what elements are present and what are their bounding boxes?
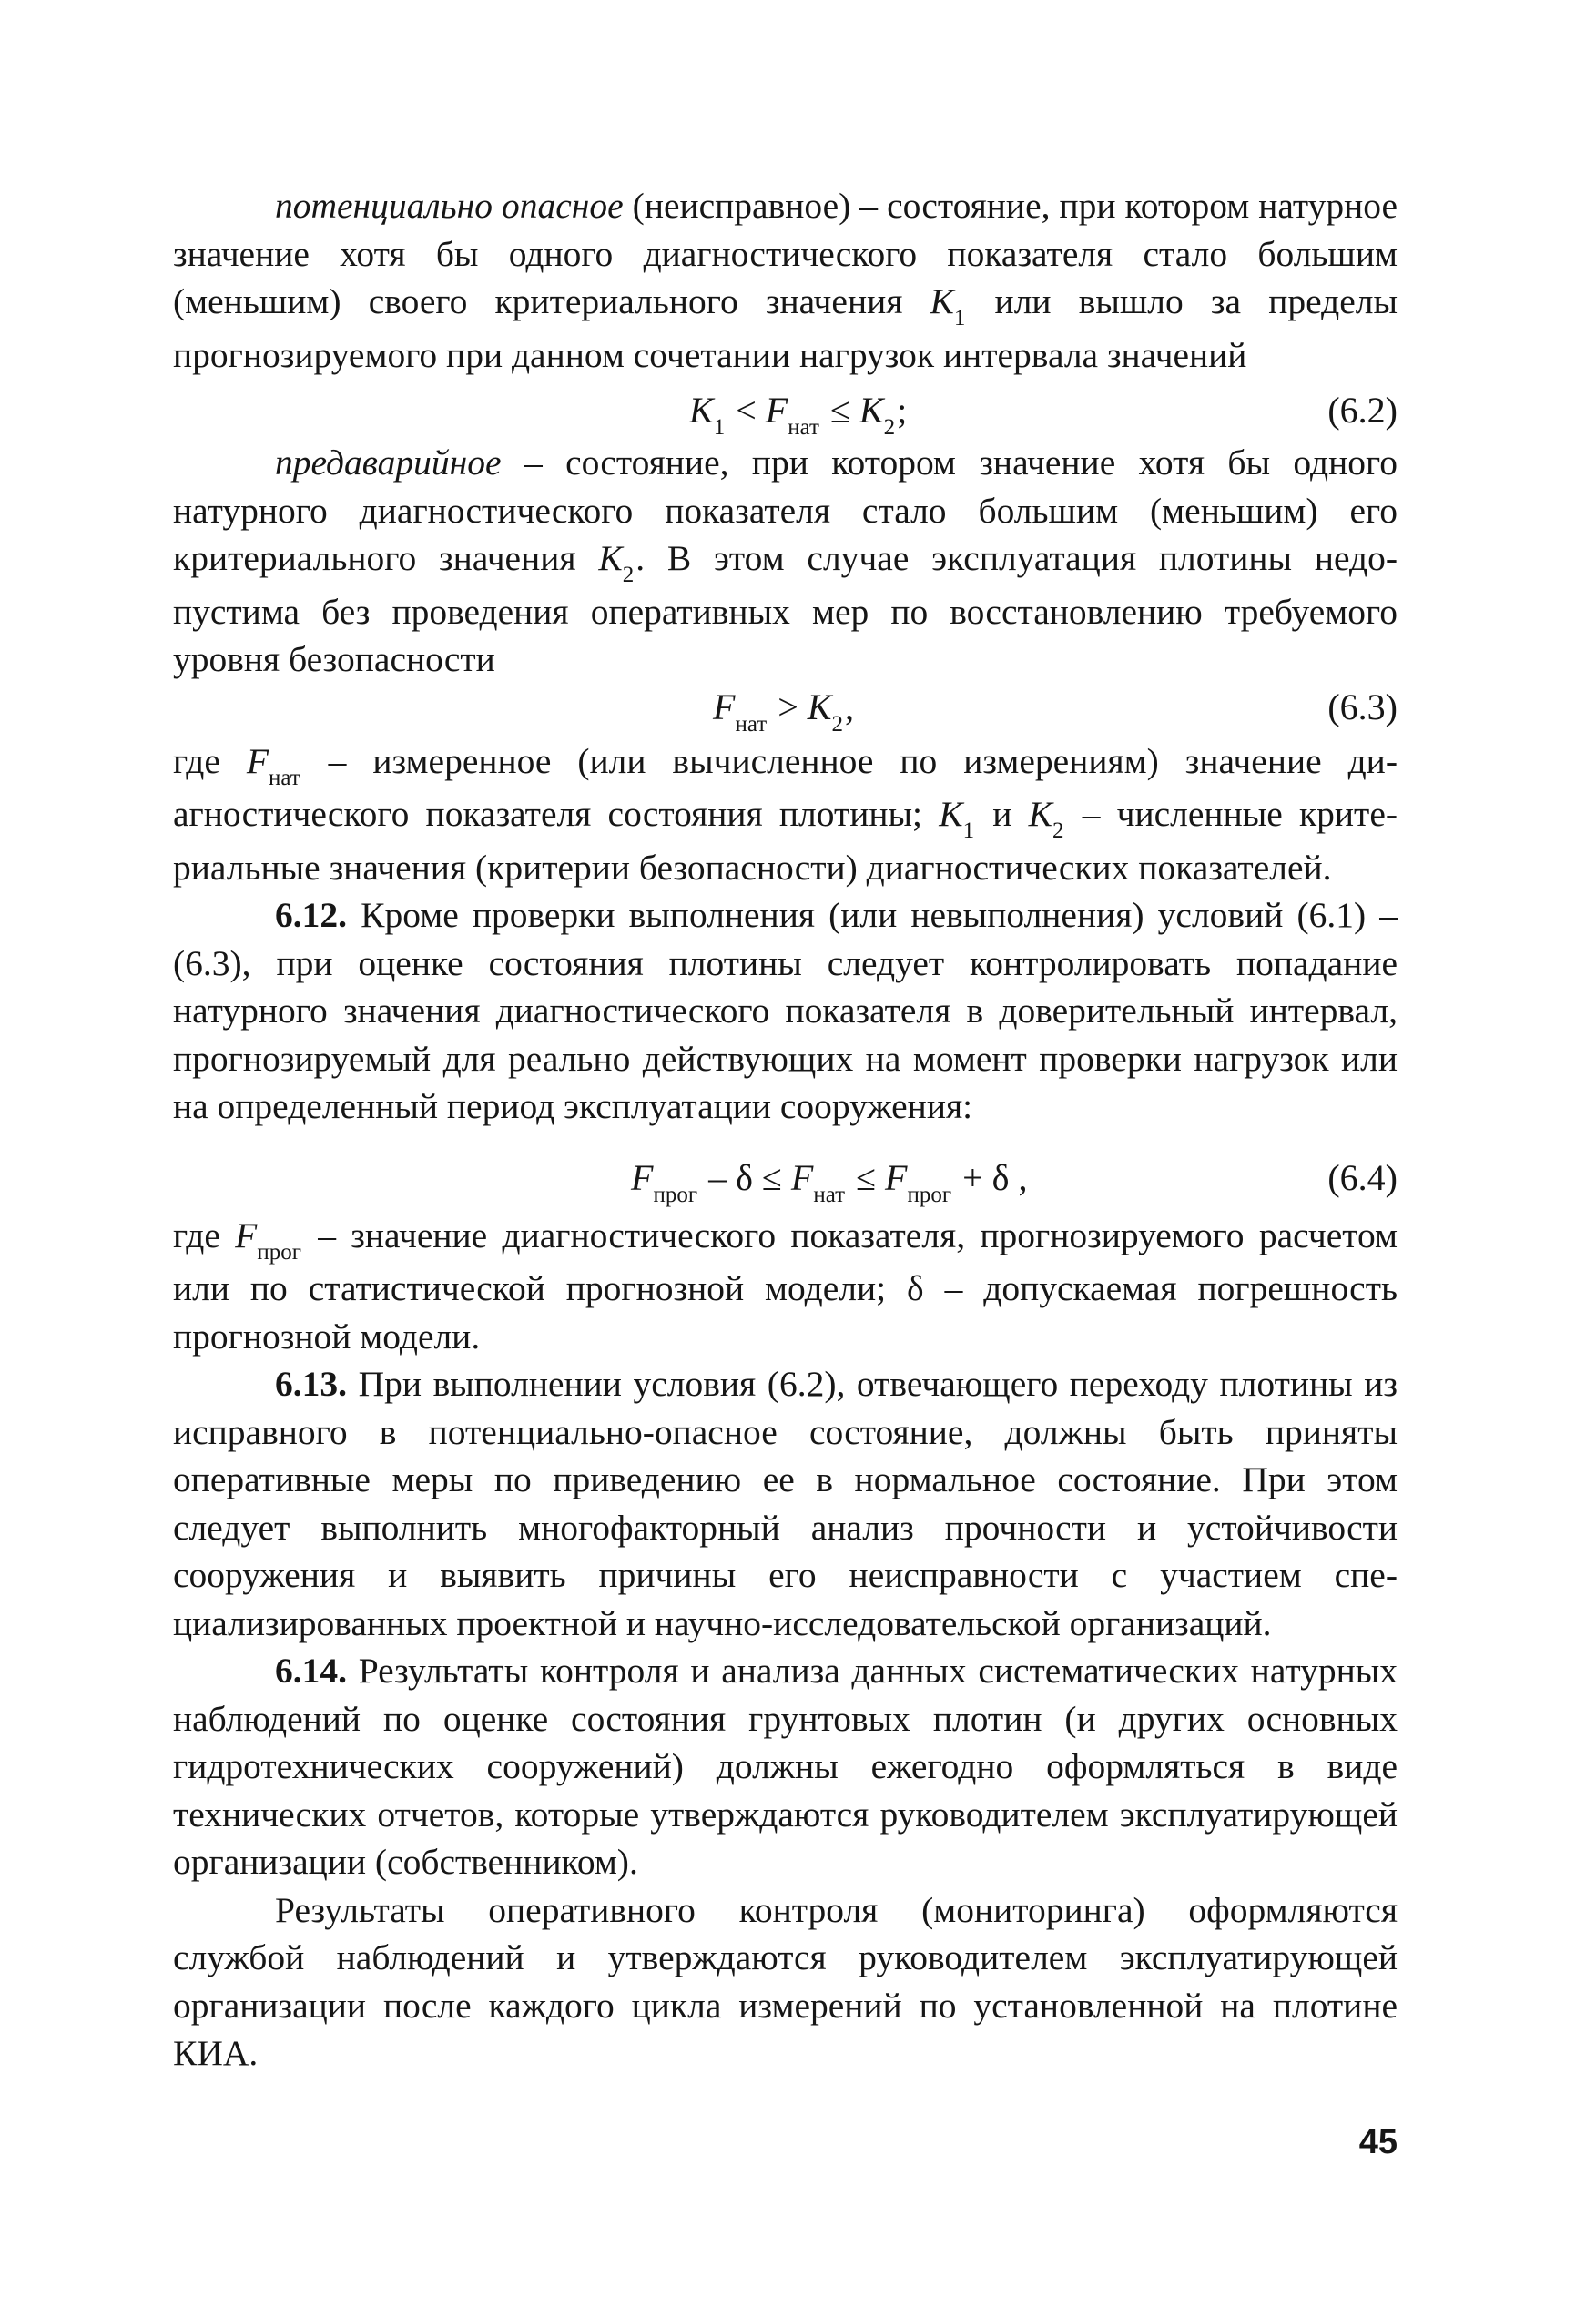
text: где — [173, 1215, 236, 1255]
term-potentially-dangerous: потенциально опасное — [275, 186, 624, 226]
text: – состояние, при котором значение хотя бы одного натурного диагностического показателя стало большим (меньшим) его критериального значения — [173, 442, 1398, 578]
text: и — [976, 794, 1029, 834]
section-number: 6.13. — [275, 1364, 347, 1404]
text: – измеренное (или вычисленное по измерениям) значение диагностического показателя состояния плотины; — [173, 740, 1398, 834]
operator: ≤ — [847, 1156, 886, 1198]
term-pre-emergency: предаварийное — [275, 442, 502, 483]
section-number: 6.12. — [275, 895, 347, 935]
paragraph-pre-emergency — [173, 439, 1398, 684]
subscript: 2 — [1052, 818, 1064, 843]
symbol-f: F — [713, 686, 736, 727]
paragraph-monitoring-results — [173, 1886, 1398, 2078]
text: – численные критериальные значения (критерии безопасности) диагностических показателей. — [173, 794, 1398, 888]
subscript: 2 — [622, 563, 635, 587]
formula-expression — [713, 682, 854, 737]
symbol-k: K — [807, 686, 832, 727]
page-content — [173, 182, 1398, 2078]
operator: ≤ — [820, 390, 859, 431]
symbol-k: K — [689, 390, 714, 431]
text: . В этом случае эксплуатация плотины недопустима без проведения оперативных мер по восстановлению требуемого уровня безопасности — [173, 538, 1398, 679]
punctuation: ; — [897, 390, 908, 431]
subscript: прог — [653, 1182, 698, 1207]
formula-expression — [689, 385, 907, 441]
symbol-f: F — [790, 1156, 814, 1198]
symbol-k: K — [930, 281, 954, 321]
text: При выполнении условия (6.2), отвечающего переходу плотины из исправного в потенциально-опасное состояние, должны быть приняты оперативные меры по приведению ее в нормальное состояние. При этом следует выполнить многофакторный анализ прочности и устойчивости сооружения и выявить причины его неисправности с участием специализированных проектной и научно-исследовательской организаций. — [173, 1364, 1398, 1643]
paragraph-6-13 — [173, 1360, 1398, 1647]
equation-number: (6.4) — [1327, 1156, 1398, 1198]
formula-6-2 — [173, 385, 1398, 440]
paragraph-forecast-definition — [173, 1212, 1398, 1361]
symbol-k: K — [1028, 794, 1052, 834]
subscript: нат — [813, 1182, 846, 1207]
operator: – δ ≤ — [699, 1156, 791, 1198]
text: (неисправное) – состояние, при котором натурное значение хотя бы одного диагностического показателя стало большим (меньшим) своего критериального значения — [173, 186, 1398, 321]
symbol-f: F — [246, 740, 269, 781]
equation-number: (6.3) — [1327, 686, 1398, 727]
subscript: нат — [268, 765, 300, 790]
punctuation: , — [844, 686, 854, 727]
paragraph-6-12 — [173, 891, 1398, 1131]
subscript: нат — [788, 415, 819, 440]
symbol-f: F — [631, 1156, 654, 1198]
paragraph-definitions — [173, 737, 1398, 892]
symbol-k: K — [598, 538, 623, 578]
symbol-k: K — [939, 794, 963, 834]
subscript: 1 — [953, 306, 966, 330]
formula-6-3 — [173, 682, 1398, 737]
subscript: 1 — [962, 818, 975, 843]
text: или вышло за пределы прогнозируемого при данном сочетании нагрузок интервала значений — [173, 281, 1398, 375]
subscript: 2 — [883, 415, 896, 440]
symbol-f: F — [765, 390, 788, 431]
subscript: 2 — [831, 711, 843, 737]
subscript: прог — [257, 1239, 301, 1265]
formula-6-4 — [173, 1153, 1398, 1207]
text: Результаты контроля и анализа данных систематических натурных наблюдений по оценке состояния грунтовых плотин (и других основных гидротехнических сооружений) должны ежегодно оформляться в виде технических отчетов, которые утверждаются руководителем эксплуатирующей организации (собственником). — [173, 1651, 1398, 1882]
text: Результаты оперативного контроля (мониторинга) оформляются службой наблюдений и утверждаются руководителем эксплуатирующей организации после каждого цикла измерений по установленной на плотине КИА. — [173, 1889, 1398, 2073]
operator: < — [727, 390, 766, 431]
symbol-f: F — [235, 1215, 258, 1255]
text: Кроме проверки выполнения (или невыполнения) условий (6.1) – (6.3), при оценке состояния плотины следует контролировать попадание натурного значения диагностического показателя в доверительный интервал, прогнозируемый для реально действующих на момент проверки нагрузок или на определенный период эксплуатации сооружения: — [173, 895, 1398, 1126]
paragraph-potentially-dangerous — [173, 182, 1398, 379]
subscript: нат — [735, 711, 768, 737]
operator: + δ , — [953, 1156, 1028, 1198]
symbol-f: F — [885, 1156, 908, 1198]
page-number: 45 — [1358, 2123, 1398, 2161]
text: где — [173, 740, 247, 781]
formula-expression — [631, 1153, 1028, 1208]
text: – значение диагностического показателя, прогнозируемого расчетом или по статистической прогнозной модели; δ – допускаемая погрешность прогнозной модели. — [173, 1215, 1398, 1357]
section-number: 6.14. — [275, 1651, 347, 1691]
operator: > — [768, 686, 808, 727]
subscript: 1 — [713, 415, 726, 440]
paragraph-6-14 — [173, 1647, 1398, 1886]
subscript: прог — [907, 1182, 952, 1207]
symbol-k: K — [859, 390, 884, 431]
equation-number: (6.2) — [1327, 390, 1398, 431]
